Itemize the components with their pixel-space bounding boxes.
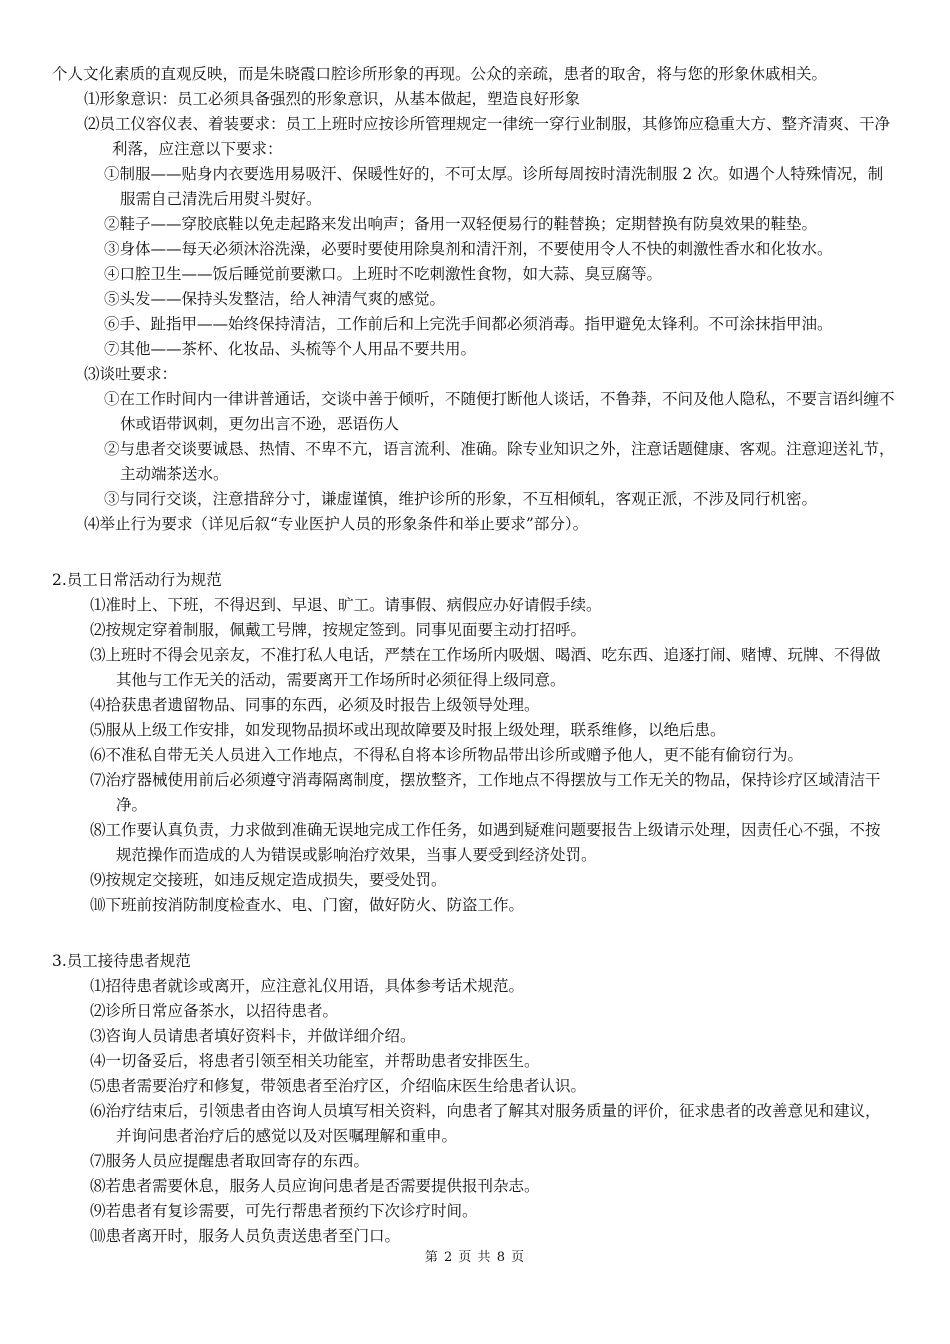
sub-shoes: ②鞋子——穿胶底鞋以免走起路来发出响声；备用一双轻便易行的鞋替换；定期替换有防臭效果的鞋垫。 <box>104 215 818 233</box>
section-title-daily-conduct: 2.员工日常活动行为规范 <box>52 571 222 589</box>
list-item: ⑴准时上、下班，不得迟到、早退、旷工。请事假、病假应办好请假手续。 <box>90 596 602 614</box>
sub-speech-1: ①在工作时间内一律讲普通话，交谈中善于倾听，不随便打断他人谈话，不鲁莽，不问及他人隐私，不要言语纠缠不休或语带讽刺，更勿出言不逊，恶语伤人 <box>104 390 895 433</box>
list-item: ⑸服从上级工作安排，如发现物品损坏或出现故障要及时报上级处理，联系维修，以绝后患。 <box>90 721 726 739</box>
page-footer: 第 2 页 共 8 页 <box>424 1250 526 1265</box>
section-title-patient-reception: 3.员工接待患者规范 <box>52 952 191 970</box>
item-behavior-requirements: ⑷举止行为要求（详见后叙“专业医护人员的形象条件和举止要求”部分）。 <box>84 515 589 533</box>
list-item: ⑻工作要认真负责，力求做到准确无误地完成工作任务，如遇到疑难问题要报告上级请示处理，因责任心不强，不按规范操作而造成的人为错误或影响治疗效果，当事人要受到经济处罚。 <box>90 821 881 864</box>
sub-other: ⑦其他——茶杯、化妆品、头梳等个人用品不要共用。 <box>104 340 477 358</box>
list-item: ⑽患者离开时，服务人员负责送患者至门口。 <box>90 1227 401 1245</box>
item-image-awareness: ⑴形象意识：员工必须具备强烈的形象意识，从基本做起，塑造良好形象 <box>84 90 581 108</box>
item-dress-requirements-text: ⑵员工仪容仪表、着装要求：员工上班时应按诊所管理规定一律统一穿行业制服，其修饰应稳重大方、整齐清爽、干净利落，应注意以下要求： <box>84 115 891 158</box>
list-item: ⑻若患者需要休息，服务人员应询问患者是否需要提供报刊杂志。 <box>90 1177 540 1195</box>
list-item: ⑸患者需要治疗和修复，带领患者至治疗区，介绍临床医生给患者认识。 <box>90 1077 587 1095</box>
list-item: ⑽下班前按消防制度检查水、电、门窗，做好防火、防盗工作。 <box>90 896 525 914</box>
list-item: ⑵按规定穿着制服，佩戴工号牌，按规定签到。同事见面要主动打招呼。 <box>90 621 587 639</box>
sub-body: ③身体——每天必须沐浴洗澡，必要时要使用除臭剂和清汗剂，不要使用令人不快的刺激性香水和化妆水。 <box>104 240 833 258</box>
sub-oral-hygiene: ④口腔卫生——饭后睡觉前要漱口。上班时不吃刺激性食物，如大蒜、臭豆腐等。 <box>104 265 663 283</box>
list-item: ⑹治疗结束后，引领患者由咨询人员填写相关资料，向患者了解其对服务质量的评价，征求患者的改善意见和建议，并询问患者治疗后的感觉以及对医嘱理解和重申。 <box>90 1102 881 1145</box>
sub-speech-3: ③与同行交谈，注意措辞分寸，谦虚谨慎，维护诊所的形象，不互相倾轧，客观正派，不涉及同行机密。 <box>104 490 818 508</box>
list-item: ⑺治疗器械使用前后必须遵守消毒隔离制度，摆放整齐，工作地点不得摆放与工作无关的物品，保持诊疗区域清洁干净。 <box>90 771 881 814</box>
item-speech-requirements: ⑶谈吐要求： <box>84 365 178 383</box>
list-item: ⑵诊所日常应备茶水，以招待患者。 <box>90 1002 339 1020</box>
list-item: ⑼若患者有复诊需要，可先行帮患者预约下次诊疗时间。 <box>90 1202 478 1220</box>
list-item: ⑼按规定交接班，如违反规定造成损失，要受处罚。 <box>90 871 447 889</box>
list-item: ⑴招待患者就诊或离开，应注意礼仪用语，具体参考话术规范。 <box>90 977 525 995</box>
list-item: ⑷一切备妥后，将患者引领至相关功能室，并帮助患者安排医生。 <box>90 1052 540 1070</box>
list-item: ⑷拾获患者遗留物品、同事的东西，必须及时报告上级领导处理。 <box>90 696 540 714</box>
sub-hair: ⑤头发——保持头发整洁，给人神清气爽的感觉。 <box>104 290 446 308</box>
intro-paragraph: 个人文化素质的直观反映，而是朱晓霞口腔诊所形象的再现。公众的亲疏，患者的取舍，将与您的形象休戚相关。 <box>52 65 828 83</box>
list-item: ⑶上班时不得会见亲友，不准打私人电话，严禁在工作场所内吸烟、喝酒、吃东西、追逐打闹、赌博、玩牌、不得做其他与工作无关的活动，需要离开工作场所时必须征得上级同意。 <box>90 646 881 689</box>
list-item: ⑶咨询人员请患者填好资料卡，并做详细介绍。 <box>90 1027 416 1045</box>
sub-nails: ⑥手、趾指甲——始终保持清洁，工作前后和上完洗手间都必须消毒。指甲避免太锋利。不可涂抹指甲油。 <box>104 315 833 333</box>
sub-uniform: ①制服——贴身内衣要选用易吸汗、保暖性好的，不可太厚。诊所每周按时清洗制服 2 次。如遇个人特殊情况，制服需自己清洗后用熨斗熨好。 <box>104 165 884 208</box>
sub-speech-2: ②与患者交谈要诚恳、热情、不卑不亢，语言流利、准确。除专业知识之外，注意话题健康、客观。注意迎送礼节，主动端茶送水。 <box>104 440 895 483</box>
list-item: ⑹不准私自带无关人员进入工作地点，不得私自将本诊所物品带出诊所或赠予他人，更不能有偷窃行为。 <box>90 746 804 764</box>
document-page <box>52 62 895 1249</box>
list-item: ⑺服务人员应提醒患者取回寄存的东西。 <box>90 1152 370 1170</box>
item-dress-requirements <box>60 112 895 162</box>
